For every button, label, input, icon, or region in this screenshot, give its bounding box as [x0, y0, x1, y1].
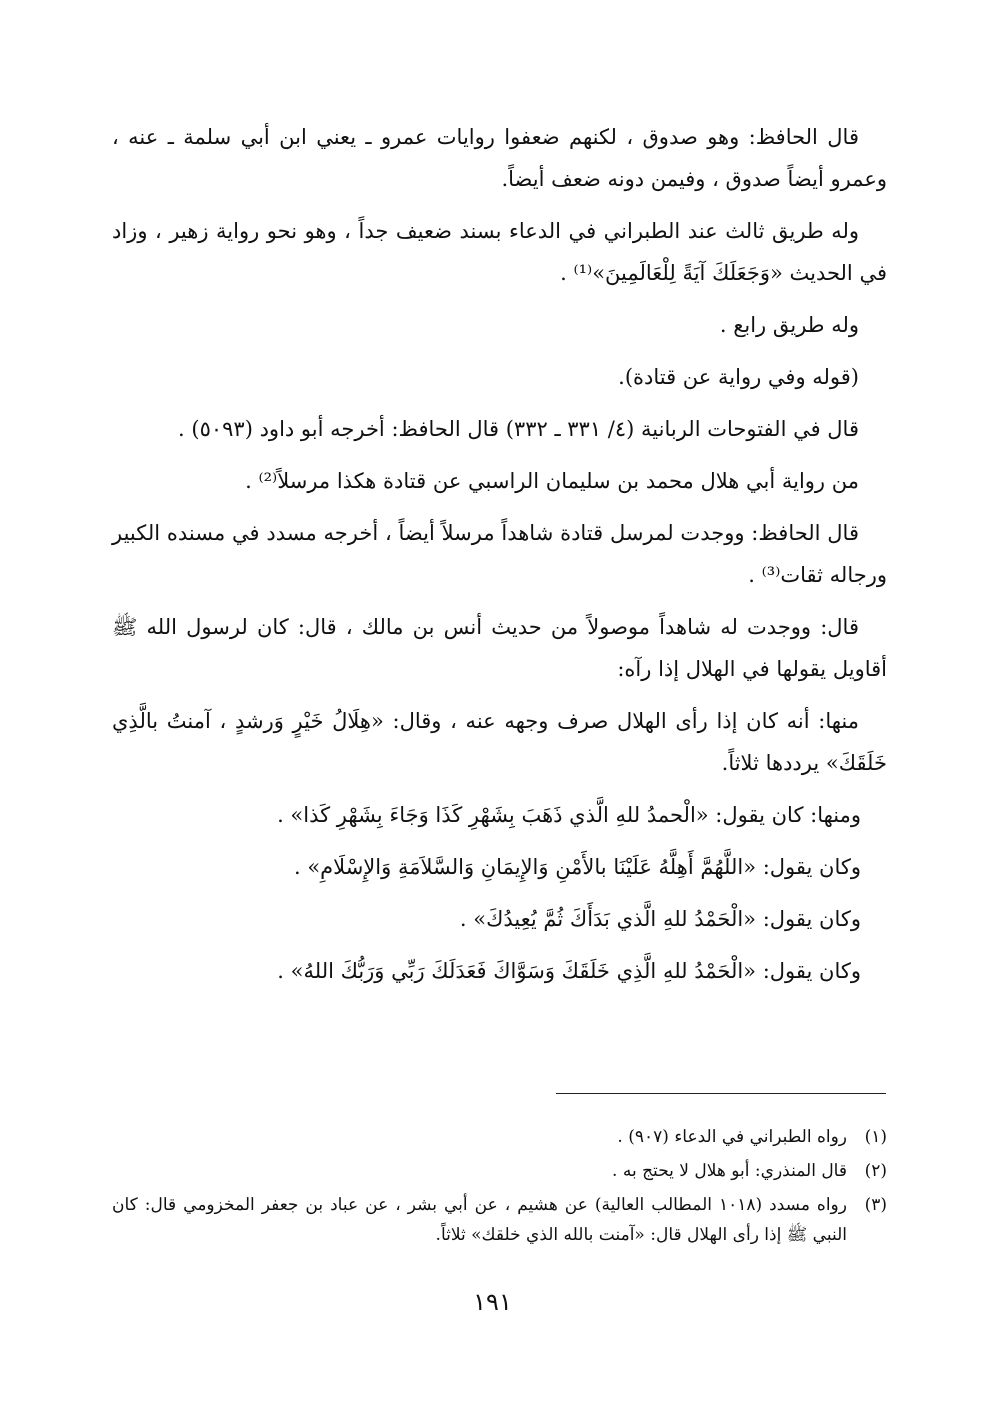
paragraph-2: وله طريق ثالث عند الطبراني في الدعاء بسند ضعيف جداً ، وهو نحو رواية زهير ، وزاد في الحديث «وَجَعَلَكَ آيَةً لِلْعَالَمِينَ»⁽¹⁾ . [112, 219, 887, 285]
paragraph-13: وكان يقول: «الْحَمْدُ للهِ الَّذِي خَلَقَكَ وَسَوَّاكَ فَعَدَلَكَ رَبِّي وَرَبُّكَ اللهُ» . [277, 959, 861, 983]
page-number: ١٩١ [473, 1288, 512, 1316]
footnote-text: رواه مسدد (١٠١٨ المطالب العالية) عن هشيم ، عن أبي بشر ، عن عباد بن جعفر المخزومي قال: كان النبي ﷺ إذا رأى الهلال قال: «آمنت بالله الذي خلقك» ثلاثاً. [112, 1195, 847, 1245]
footnote-separator [556, 1093, 886, 1094]
footnote-text: قال المنذري: أبو هلال لا يحتج به . [612, 1161, 847, 1181]
footnote-item [112, 1156, 887, 1186]
paragraph-5: قال في الفتوحات الربانية (٤/ ٣٣١ ـ ٣٣٢) قال الحافظ: أخرجه أبو داود (٥٠٩٣) . [178, 417, 859, 441]
paragraph-12: وكان يقول: «الْحَمْدُ للهِ الَّذي بَدَأَكَ ثُمَّ يُعِيدُكَ» . [459, 907, 861, 931]
footnote-text: رواه الطبراني في الدعاء (٩٠٧) . [617, 1127, 847, 1147]
paragraph-10: ومنها: كان يقول: «الْحمدُ للهِ الَّذي ذَهَبَ بِشَهْرِ كَذَا وَجَاءَ بِشَهْرِ كَذا» . [277, 803, 861, 827]
paragraph-7: قال الحافظ: ووجدت لمرسل قتادة شاهداً مرسلاً أيضاً ، أخرجه مسدد في مسنده الكبير ورجاله ثقات⁽³⁾ . [112, 521, 887, 587]
main-text [112, 116, 887, 1002]
paragraph-11: وكان يقول: «اللَّهُمَّ أَهِلَّهُ عَلَيْنَا بالأَمْنِ وَالإِيمَانِ وَالسَّلاَمَةِ وَالإِسْلَامِ» . [293, 855, 861, 879]
footnote-number: (١) [864, 1127, 887, 1147]
footnotes [112, 1122, 887, 1254]
paragraph-1: قال الحافظ: وهو صدوق ، لكنهم ضعفوا روايات عمرو ـ يعني ابن أبي سلمة ـ عنه ، وعمرو أيضاً صدوق ، وفيمن دونه ضعف أيضاً. [112, 125, 887, 191]
paragraph-8: قال: ووجدت له شاهداً موصولاً من حديث أنس بن مالك ، قال: كان لرسول الله ﷺ أقاويل يقولها في الهلال إذا رآه: [112, 615, 887, 681]
paragraph-9: منها: أنه كان إذا رأى الهلال صرف وجهه عنه ، وقال: «هِلَالُ خَيْرٍ وَرشدٍ ، آمنتُ بالَّذِي خَلَقَكَ» يرددها ثلاثاً. [112, 709, 887, 775]
paragraph-3: وله طريق رابع . [719, 313, 859, 337]
footnote-item [112, 1122, 887, 1152]
footnote-number: (٢) [864, 1161, 887, 1181]
footnote-number: (٣) [864, 1195, 887, 1215]
paragraph-4: (قوله وفي رواية عن قتادة). [618, 365, 859, 389]
footnote-item [112, 1190, 887, 1250]
paragraph-6: من رواية أبي هلال محمد بن سليمان الراسبي عن قتادة هكذا مرسلاً⁽²⁾ . [245, 469, 859, 493]
